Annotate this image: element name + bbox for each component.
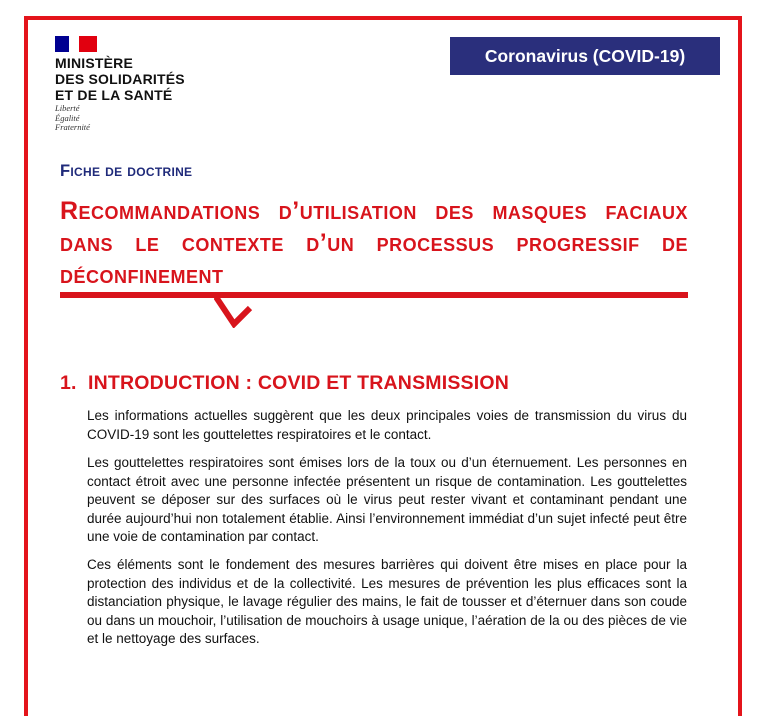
ministry-line: DES SOLIDARITÉS (55, 71, 185, 87)
ministry-name (55, 55, 185, 103)
paragraph: Ces éléments sont le fondement des mesures barrières qui doivent être mises en place pour la protection des individus et de la collectivité. Les mesures de prévention les plus efficaces sont la distanciation physique, le lavage régulier des mains, le fait de tousser et d’éternuer dans son coude ou dans un mouchoir, l’utilisation de mouchoirs à usage unique, l’aération de la ou des pièces de vie et le nettoyage des surfaces. (87, 557, 687, 646)
marianne-flag-icon (55, 36, 97, 52)
motto-line: Liberté (55, 103, 80, 113)
paragraph: Les informations actuelles suggèrent que les deux principales voies de transmission du virus du COVID-19 sont les gouttelettes respiratoires et le contact. (87, 408, 687, 442)
section-heading (60, 372, 509, 395)
section-title: INTRODUCTION : COVID ET TRANSMISSION (88, 372, 510, 394)
document-kicker: Fiche de doctrine (60, 162, 193, 180)
topic-badge: Coronavirus (COVID-19) (450, 37, 720, 75)
paragraph: Les gouttelettes respiratoires sont émises lors de la toux ou d’un éternuement. Les personnes en contact étroit avec une personne infectée présentent un risque de contamination. Les gouttelettes peuvent se déposer sur des surfaces où le virus peut rester vivant et contaminant pendant une durée aujourd’hui non totalement établie. Ainsi l’environnement immédiat d’un sujet infecté peut être une voie de contamination par contact. (87, 455, 687, 544)
ministry-line: MINISTÈRE (55, 55, 134, 71)
section-number: 1. (60, 372, 77, 394)
title-underline (60, 292, 688, 298)
speech-notch-icon (214, 296, 254, 328)
republic-motto (55, 104, 90, 133)
motto-line: Fraternité (55, 122, 90, 132)
ministry-line: ET DE LA SANTÉ (55, 87, 173, 103)
document-title: Recommandations d’utilisation des masques faciaux dans le contexte d’un processus progressif de déconfinement (60, 197, 688, 289)
motto-line: Égalité (55, 112, 80, 123)
